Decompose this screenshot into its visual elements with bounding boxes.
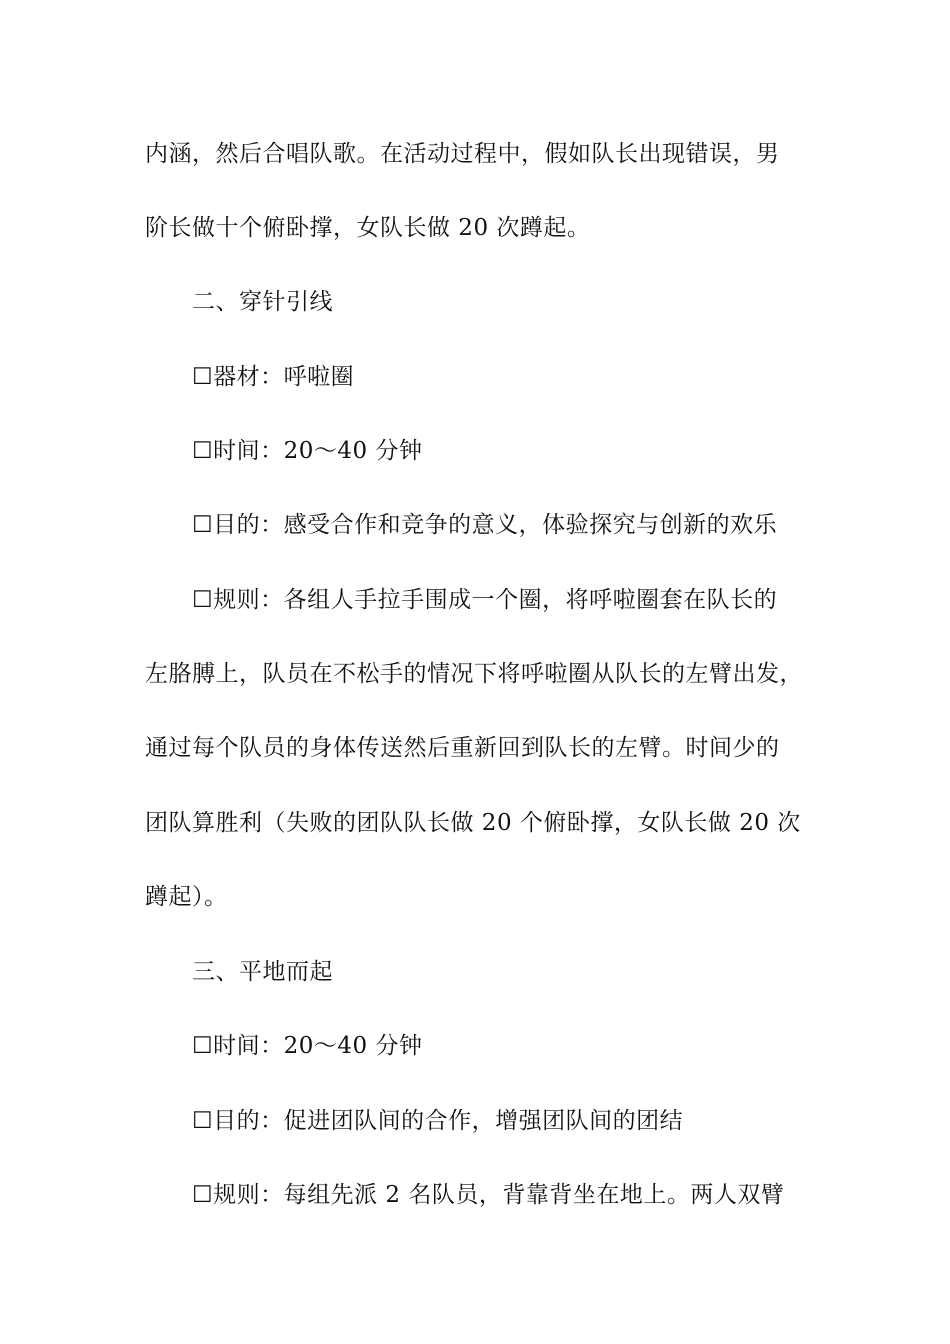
paragraph-line: 蹲起）。 [145, 884, 228, 910]
list-item: ☐时间：20～40 分钟 [192, 438, 423, 464]
paragraph-line: 内涵，然后合唱队歌。在活动过程中，假如队长出现错误，男 [145, 141, 780, 167]
list-item: ☐目的：促进团队间的合作，增强团队间的团结 [192, 1108, 684, 1134]
list-item: ☐时间：20～40 分钟 [192, 1033, 423, 1059]
paragraph-line: 通过每个队员的身体传送然后重新回到队长的左臂。时间少的 [145, 735, 780, 761]
list-item: ☐规则：各组人手拉手围成一个圈，将呼啦圈套在队长的 [192, 587, 778, 613]
paragraph-line: 团队算胜利（失败的团队队长做 20 个俯卧撑，女队长做 20 次 [145, 810, 801, 836]
list-item: ☐目的：感受合作和竞争的意义，体验探究与创新的欢乐 [192, 512, 778, 538]
section-heading: 三、平地而起 [192, 959, 333, 985]
list-item: ☐规则：每组先派 2 名队员，背靠背坐在地上。两人双臂 [192, 1182, 785, 1208]
list-item: ☐器材：呼啦圈 [192, 364, 355, 390]
paragraph-line: 阶长做十个俯卧撑，女队长做 20 次蹲起。 [145, 215, 591, 241]
paragraph-line: 左胳膊上，队员在不松手的情况下将呼啦圈从队长的左臂出发， [145, 661, 803, 687]
section-heading: 二、穿针引线 [192, 289, 333, 315]
